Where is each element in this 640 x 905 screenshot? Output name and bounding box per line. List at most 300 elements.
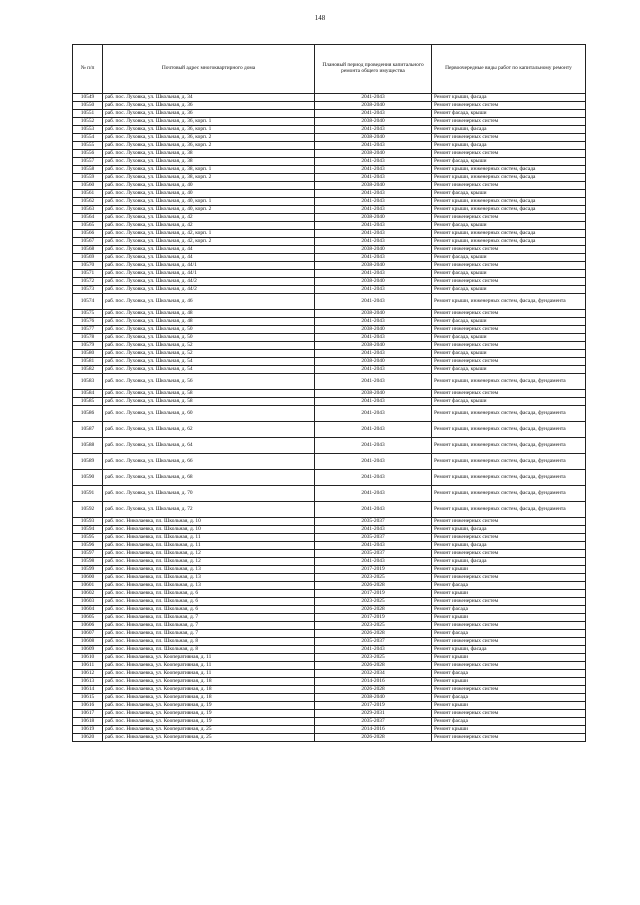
address-cell: раб. пос. Луховка, ул. Школьная, д. 54 [103,358,315,366]
table-row [73,534,586,542]
address-cell: раб. пос. Луховка, ул. Школьная, д. 44 [103,254,315,262]
num-cell: 10556 [73,150,103,158]
address-cell: раб. пос. Луховка, ул. Школьная, д. 44/2 [103,278,315,286]
table-row [73,278,586,286]
table-row [73,710,586,718]
table-row [73,174,586,182]
num-cell: 10559 [73,174,103,182]
table-row [73,654,586,662]
address-cell: раб. пос. Николаевка, ул. Кооперативная, д. 19 [103,710,315,718]
period-cell: 2041-2043 [315,94,432,102]
address-cell: раб. пос. Луховка, ул. Школьная, д. 42, корп. 2 [103,238,315,246]
num-cell: 10591 [73,486,103,502]
period-cell: 2041-2043 [315,254,432,262]
address-cell: раб. пос. Николаевка, пл. Школьная, д. 6 [103,606,315,614]
works-cell: Ремонт инженерных систем [432,262,586,270]
period-cell: 2026-2028 [315,686,432,694]
works-cell: Ремонт крыши, инженерных систем, фасада, фундамента [432,470,586,486]
period-cell: 2035-2037 [315,534,432,542]
table-row [73,358,586,366]
works-cell: Ремонт крыши [432,702,586,710]
address-cell: раб. пос. Луховка, ул. Школьная, д. 38, корп. 1 [103,166,315,174]
table-row [73,206,586,214]
table-row [73,342,586,350]
address-cell: раб. пос. Луховка, ул. Школьная, д. 50 [103,334,315,342]
num-cell: 10620 [73,734,103,742]
works-cell: Ремонт крыши, фасада [432,142,586,150]
num-cell: 10572 [73,278,103,286]
period-cell: 2038-2040 [315,310,432,318]
works-cell: Ремонт инженерных систем [432,182,586,190]
table-row [73,622,586,630]
num-cell: 10582 [73,366,103,374]
table-row [73,582,586,590]
num-cell: 10551 [73,110,103,118]
period-cell: 2041-2043 [315,350,432,358]
period-cell: 2014-2016 [315,726,432,734]
table-row [73,326,586,334]
address-cell: раб. пос. Николаевка, пл. Школьная, д. 13 [103,574,315,582]
works-cell: Ремонт крыши, инженерных систем, фасада [432,166,586,174]
works-cell: Ремонт фасада, крыши [432,254,586,262]
table-row [73,638,586,646]
works-cell: Ремонт инженерных систем [432,102,586,110]
address-cell: раб. пос. Николаевка, пл. Школьная, д. 12 [103,558,315,566]
period-cell: 2041-2043 [315,470,432,486]
address-cell: раб. пос. Луховка, ул. Школьная, д. 60 [103,406,315,422]
works-cell: Ремонт крыши, инженерных систем, фасада, фундамента [432,422,586,438]
address-cell: раб. пос. Николаевка, пл. Школьная, д. 7 [103,630,315,638]
address-cell: раб. пос. Луховка, ул. Школьная, д. 38, корп. 2 [103,174,315,182]
period-cell: 2017-2019 [315,566,432,574]
address-cell: раб. пос. Луховка, ул. Школьная, д. 40 [103,182,315,190]
address-cell: раб. пос. Луховка, ул. Школьная, д. 48 [103,310,315,318]
period-cell: 2041-2043 [315,126,432,134]
num-cell: 10604 [73,606,103,614]
table-row [73,470,586,486]
period-cell: 2041-2043 [315,270,432,278]
address-cell: раб. пос. Николаевка, пл. Школьная, д. 12 [103,550,315,558]
period-cell: 2032-2034 [315,670,432,678]
num-cell: 10584 [73,390,103,398]
works-cell: Ремонт инженерных систем [432,550,586,558]
num-cell: 10557 [73,158,103,166]
period-cell: 2041-2043 [315,558,432,566]
num-cell: 10594 [73,526,103,534]
period-cell: 2041-2043 [315,230,432,238]
num-cell: 10583 [73,374,103,390]
period-cell: 2038-2040 [315,358,432,366]
num-cell: 10590 [73,470,103,486]
num-cell: 10595 [73,534,103,542]
works-cell: Ремонт инженерных систем [432,310,586,318]
address-cell: раб. пос. Луховка, ул. Школьная, д. 42 [103,214,315,222]
works-cell: Ремонт фасада [432,718,586,726]
num-cell: 10605 [73,614,103,622]
num-cell: 10611 [73,662,103,670]
num-cell: 10564 [73,214,103,222]
works-cell: Ремонт крыши [432,726,586,734]
period-cell: 2041-2043 [315,166,432,174]
works-cell: Ремонт инженерных систем [432,662,586,670]
address-cell: раб. пос. Луховка, ул. Школьная, д. 42 [103,222,315,230]
period-cell: 2038-2040 [315,326,432,334]
table-row [73,630,586,638]
table-row [73,318,586,326]
works-cell: Ремонт инженерных систем [432,598,586,606]
table-row [73,110,586,118]
address-cell: раб. пос. Николаевка, ул. Кооперативная, д. 18 [103,678,315,686]
works-cell: Ремонт инженерных систем [432,278,586,286]
works-cell: Ремонт инженерных систем [432,118,586,126]
table-row [73,118,586,126]
address-cell: раб. пос. Николаевка, ул. Кооперативная, д. 25 [103,734,315,742]
period-cell: 2041-2043 [315,110,432,118]
table-row [73,390,586,398]
works-cell: Ремонт фасада, крыши [432,318,586,326]
period-cell: 2041-2043 [315,294,432,310]
period-cell: 2038-2040 [315,102,432,110]
address-cell: раб. пос. Луховка, ул. Школьная, д. 36, корп. 2 [103,142,315,150]
works-cell: Ремонт крыши [432,654,586,662]
works-cell: Ремонт инженерных систем [432,518,586,526]
period-cell: 2041-2043 [315,646,432,654]
address-cell: раб. пос. Луховка, ул. Школьная, д. 36, корп. 1 [103,126,315,134]
period-cell: 2026-2028 [315,734,432,742]
table-row [73,694,586,702]
num-cell: 10565 [73,222,103,230]
num-cell: 10568 [73,246,103,254]
table-row [73,286,586,294]
works-cell: Ремонт крыши, инженерных систем, фасада [432,206,586,214]
works-cell: Ремонт инженерных систем [432,534,586,542]
table-row [73,486,586,502]
table-row [73,542,586,550]
num-cell: 10562 [73,198,103,206]
works-cell: Ремонт фасада, крыши [432,190,586,198]
address-cell: раб. пос. Луховка, ул. Школьная, д. 52 [103,350,315,358]
num-cell: 10558 [73,166,103,174]
period-cell: 2038-2040 [315,262,432,270]
period-cell: 2038-2040 [315,246,432,254]
period-cell: 2038-2040 [315,694,432,702]
address-cell: раб. пос. Луховка, ул. Школьная, д. 36, корп. 1 [103,118,315,126]
table-row [73,646,586,654]
works-cell: Ремонт крыши, инженерных систем, фасада, фундамента [432,502,586,518]
table-row [73,158,586,166]
address-cell: раб. пос. Луховка, ул. Школьная, д. 44/1 [103,270,315,278]
num-cell: 10613 [73,678,103,686]
address-cell: раб. пос. Луховка, ул. Школьная, д. 58 [103,398,315,406]
period-cell: 2026-2028 [315,630,432,638]
address-cell: раб. пос. Николаевка, пл. Школьная, д. 8 [103,646,315,654]
table-row [73,198,586,206]
period-cell: 2041-2043 [315,486,432,502]
works-cell: Ремонт фасада [432,606,586,614]
period-cell: 2041-2043 [315,190,432,198]
table-row [73,518,586,526]
num-cell: 10603 [73,598,103,606]
period-cell: 2038-2040 [315,390,432,398]
address-cell: раб. пос. Луховка, ул. Школьная, д. 44/2 [103,286,315,294]
address-cell: раб. пос. Луховка, ул. Школьная, д. 38 [103,158,315,166]
address-cell: раб. пос. Николаевка, пл. Школьная, д. 6 [103,598,315,606]
period-cell: 2014-2016 [315,678,432,686]
address-cell: раб. пос. Луховка, ул. Школьная, д. 52 [103,342,315,350]
num-cell: 10571 [73,270,103,278]
period-cell: 2017-2019 [315,702,432,710]
address-cell: раб. пос. Луховка, ул. Школьная, д. 70 [103,486,315,502]
table-row [73,366,586,374]
num-cell: 10566 [73,230,103,238]
num-cell: 10570 [73,262,103,270]
works-cell: Ремонт крыши, инженерных систем, фасада, фундамента [432,454,586,470]
works-cell: Ремонт крыши [432,566,586,574]
works-cell: Ремонт фасада, крыши [432,222,586,230]
table-row [73,526,586,534]
address-cell: раб. пос. Луховка, ул. Школьная, д. 46 [103,294,315,310]
table-row [73,550,586,558]
works-cell: Ремонт крыши, инженерных систем, фасада [432,238,586,246]
address-cell: раб. пос. Луховка, ул. Школьная, д. 48 [103,318,315,326]
address-cell: раб. пос. Луховка, ул. Школьная, д. 50 [103,326,315,334]
table-row [73,374,586,390]
address-cell: раб. пос. Николаевка, пл. Школьная, д. 11 [103,542,315,550]
table-row [73,598,586,606]
num-cell: 10619 [73,726,103,734]
table-row [73,270,586,278]
table-row [73,702,586,710]
address-cell: раб. пос. Николаевка, пл. Школьная, д. 13 [103,566,315,574]
num-cell: 10617 [73,710,103,718]
works-cell: Ремонт фасада, крыши [432,286,586,294]
table-row [73,246,586,254]
table-row [73,718,586,726]
table-row [73,566,586,574]
works-cell: Ремонт крыши [432,678,586,686]
num-cell: 10615 [73,694,103,702]
table-row [73,126,586,134]
address-cell: раб. пос. Николаевка, пл. Школьная, д. 8 [103,638,315,646]
period-cell: 2023-2025 [315,622,432,630]
works-cell: Ремонт инженерных систем [432,574,586,582]
period-cell: 2023-2025 [315,598,432,606]
works-cell: Ремонт крыши, инженерных систем, фасада, фундамента [432,294,586,310]
works-cell: Ремонт крыши, инженерных систем, фасада, фундамента [432,486,586,502]
num-cell: 10612 [73,670,103,678]
table-row [73,726,586,734]
works-cell: Ремонт крыши, инженерных систем, фасада, фундамента [432,406,586,422]
address-cell: раб. пос. Николаевка, ул. Кооперативная, д. 25 [103,726,315,734]
period-cell: 2041-2043 [315,238,432,246]
works-cell: Ремонт крыши, инженерных систем, фасада, фундамента [432,438,586,454]
num-cell: 10549 [73,94,103,102]
num-cell: 10589 [73,454,103,470]
period-cell: 2041-2043 [315,222,432,230]
table-row [73,254,586,262]
works-cell: Ремонт инженерных систем [432,246,586,254]
table-row [73,190,586,198]
period-cell: 2038-2040 [315,214,432,222]
works-cell: Ремонт инженерных систем [432,638,586,646]
table-row [73,678,586,686]
address-cell: раб. пос. Луховка, ул. Школьная, д. 44 [103,246,315,254]
period-cell: 2038-2040 [315,118,432,126]
num-cell: 10578 [73,334,103,342]
works-cell: Ремонт фасада [432,630,586,638]
table-row [73,230,586,238]
works-cell: Ремонт инженерных систем [432,686,586,694]
address-cell: раб. пос. Николаевка, пл. Школьная, д. 13 [103,582,315,590]
num-cell: 10553 [73,126,103,134]
table-row [73,670,586,678]
num-cell: 10585 [73,398,103,406]
works-cell: Ремонт фасада [432,694,586,702]
works-cell: Ремонт инженерных систем [432,358,586,366]
num-cell: 10607 [73,630,103,638]
address-cell: раб. пос. Луховка, ул. Школьная, д. 64 [103,438,315,454]
works-cell: Ремонт инженерных систем [432,622,586,630]
table-row [73,614,586,622]
address-cell: раб. пос. Луховка, ул. Школьная, д. 56 [103,374,315,390]
period-cell: 2017-2019 [315,590,432,598]
works-cell: Ремонт инженерных систем [432,134,586,142]
period-cell: 2041-2043 [315,334,432,342]
period-cell: 2041-2043 [315,158,432,166]
works-cell: Ремонт фасада, крыши [432,334,586,342]
table-row [73,662,586,670]
period-cell: 2041-2043 [315,206,432,214]
works-cell: Ремонт фасада, крыши [432,398,586,406]
table-row [73,686,586,694]
address-cell: раб. пос. Луховка, ул. Школьная, д. 66 [103,454,315,470]
period-cell: 2041-2043 [315,406,432,422]
works-cell: Ремонт инженерных систем [432,710,586,718]
table-row [73,94,586,102]
period-cell: 2041-2043 [315,366,432,374]
works-cell: Ремонт крыши, инженерных систем, фасада [432,174,586,182]
period-cell: 2023-2025 [315,654,432,662]
page-number: 148 [314,14,326,22]
works-cell: Ремонт крыши, инженерных систем, фасада [432,230,586,238]
period-cell: 2026-2028 [315,582,432,590]
num-cell: 10560 [73,182,103,190]
table-row [73,406,586,422]
num-cell: 10581 [73,358,103,366]
num-cell: 10579 [73,342,103,350]
address-cell: раб. пос. Луховка, ул. Школьная, д. 36 [103,110,315,118]
table-row [73,182,586,190]
period-cell: 2017-2019 [315,614,432,622]
period-cell: 2041-2043 [315,526,432,534]
address-cell: раб. пос. Луховка, ул. Школьная, д. 40, корп. 1 [103,198,315,206]
works-cell: Ремонт крыши, инженерных систем, фасада [432,198,586,206]
period-cell: 2041-2043 [315,542,432,550]
works-cell: Ремонт крыши [432,614,586,622]
address-cell: раб. пос. Николаевка, ул. Кооперативная, д. 11 [103,662,315,670]
works-cell: Ремонт крыши, фасада [432,94,586,102]
address-cell: раб. пос. Луховка, ул. Школьная, д. 44/1 [103,262,315,270]
works-cell: Ремонт крыши, фасада [432,542,586,550]
works-cell: Ремонт крыши, фасада [432,558,586,566]
works-cell: Ремонт крыши, фасада [432,526,586,534]
num-cell: 10575 [73,310,103,318]
table-body [73,94,586,742]
num-cell: 10577 [73,326,103,334]
works-cell: Ремонт фасада [432,670,586,678]
num-cell: 10593 [73,518,103,526]
address-cell: раб. пос. Николаевка, пл. Школьная, д. 7 [103,622,315,630]
table-row [73,214,586,222]
address-cell: раб. пос. Луховка, ул. Школьная, д. 40 [103,190,315,198]
works-cell: Ремонт фасада, крыши [432,270,586,278]
address-cell: раб. пос. Луховка, ул. Школьная, д. 72 [103,502,315,518]
period-cell: 2035-2037 [315,550,432,558]
works-cell: Ремонт инженерных систем [432,390,586,398]
works-cell: Ремонт инженерных систем [432,734,586,742]
table-row [73,238,586,246]
table-row [73,166,586,174]
period-cell: 2026-2028 [315,606,432,614]
period-cell: 2041-2043 [315,374,432,390]
num-cell: 10597 [73,550,103,558]
period-cell: 2041-2043 [315,422,432,438]
works-cell: Ремонт инженерных систем [432,150,586,158]
num-cell: 10616 [73,702,103,710]
num-cell: 10610 [73,654,103,662]
address-cell: раб. пос. Луховка, ул. Школьная, д. 42, корп. 1 [103,230,315,238]
table-row [73,310,586,318]
num-cell: 10592 [73,502,103,518]
works-cell: Ремонт фасада, крыши [432,350,586,358]
header-works: Первоочередные виды работ по капитальному ремонту [432,45,586,94]
works-cell: Ремонт крыши [432,590,586,598]
num-cell: 10561 [73,190,103,198]
num-cell: 10586 [73,406,103,422]
table-row [73,734,586,742]
address-cell: раб. пос. Луховка, ул. Школьная, д. 34 [103,94,315,102]
address-cell: раб. пос. Луховка, ул. Школьная, д. 36 [103,102,315,110]
table-row [73,438,586,454]
num-cell: 10606 [73,622,103,630]
header-period: Плановый период проведения капитального ремонта общего имущества [315,45,432,94]
num-cell: 10598 [73,558,103,566]
works-cell: Ремонт крыши, инженерных систем, фасада, фундамента [432,374,586,390]
table-row [73,590,586,598]
period-cell: 2041-2043 [315,398,432,406]
period-cell: 2023-2025 [315,574,432,582]
address-cell: раб. пос. Луховка, ул. Школьная, д. 62 [103,422,315,438]
period-cell: 2038-2040 [315,150,432,158]
address-cell: раб. пос. Николаевка, пл. Школьная, д. 7 [103,614,315,622]
table-row [73,134,586,142]
table-row [73,142,586,150]
num-cell: 10563 [73,206,103,214]
num-cell: 10601 [73,582,103,590]
num-cell: 10569 [73,254,103,262]
table-row [73,350,586,358]
table-row [73,454,586,470]
address-cell: раб. пос. Луховка, ул. Школьная, д. 38 [103,150,315,158]
num-cell: 10576 [73,318,103,326]
works-cell: Ремонт крыши, фасада [432,646,586,654]
address-cell: раб. пос. Николаевка, ул. Кооперативная, д. 19 [103,702,315,710]
num-cell: 10608 [73,638,103,646]
num-cell: 10618 [73,718,103,726]
period-cell: 2029-2031 [315,710,432,718]
table-row [73,334,586,342]
num-cell: 10574 [73,294,103,310]
